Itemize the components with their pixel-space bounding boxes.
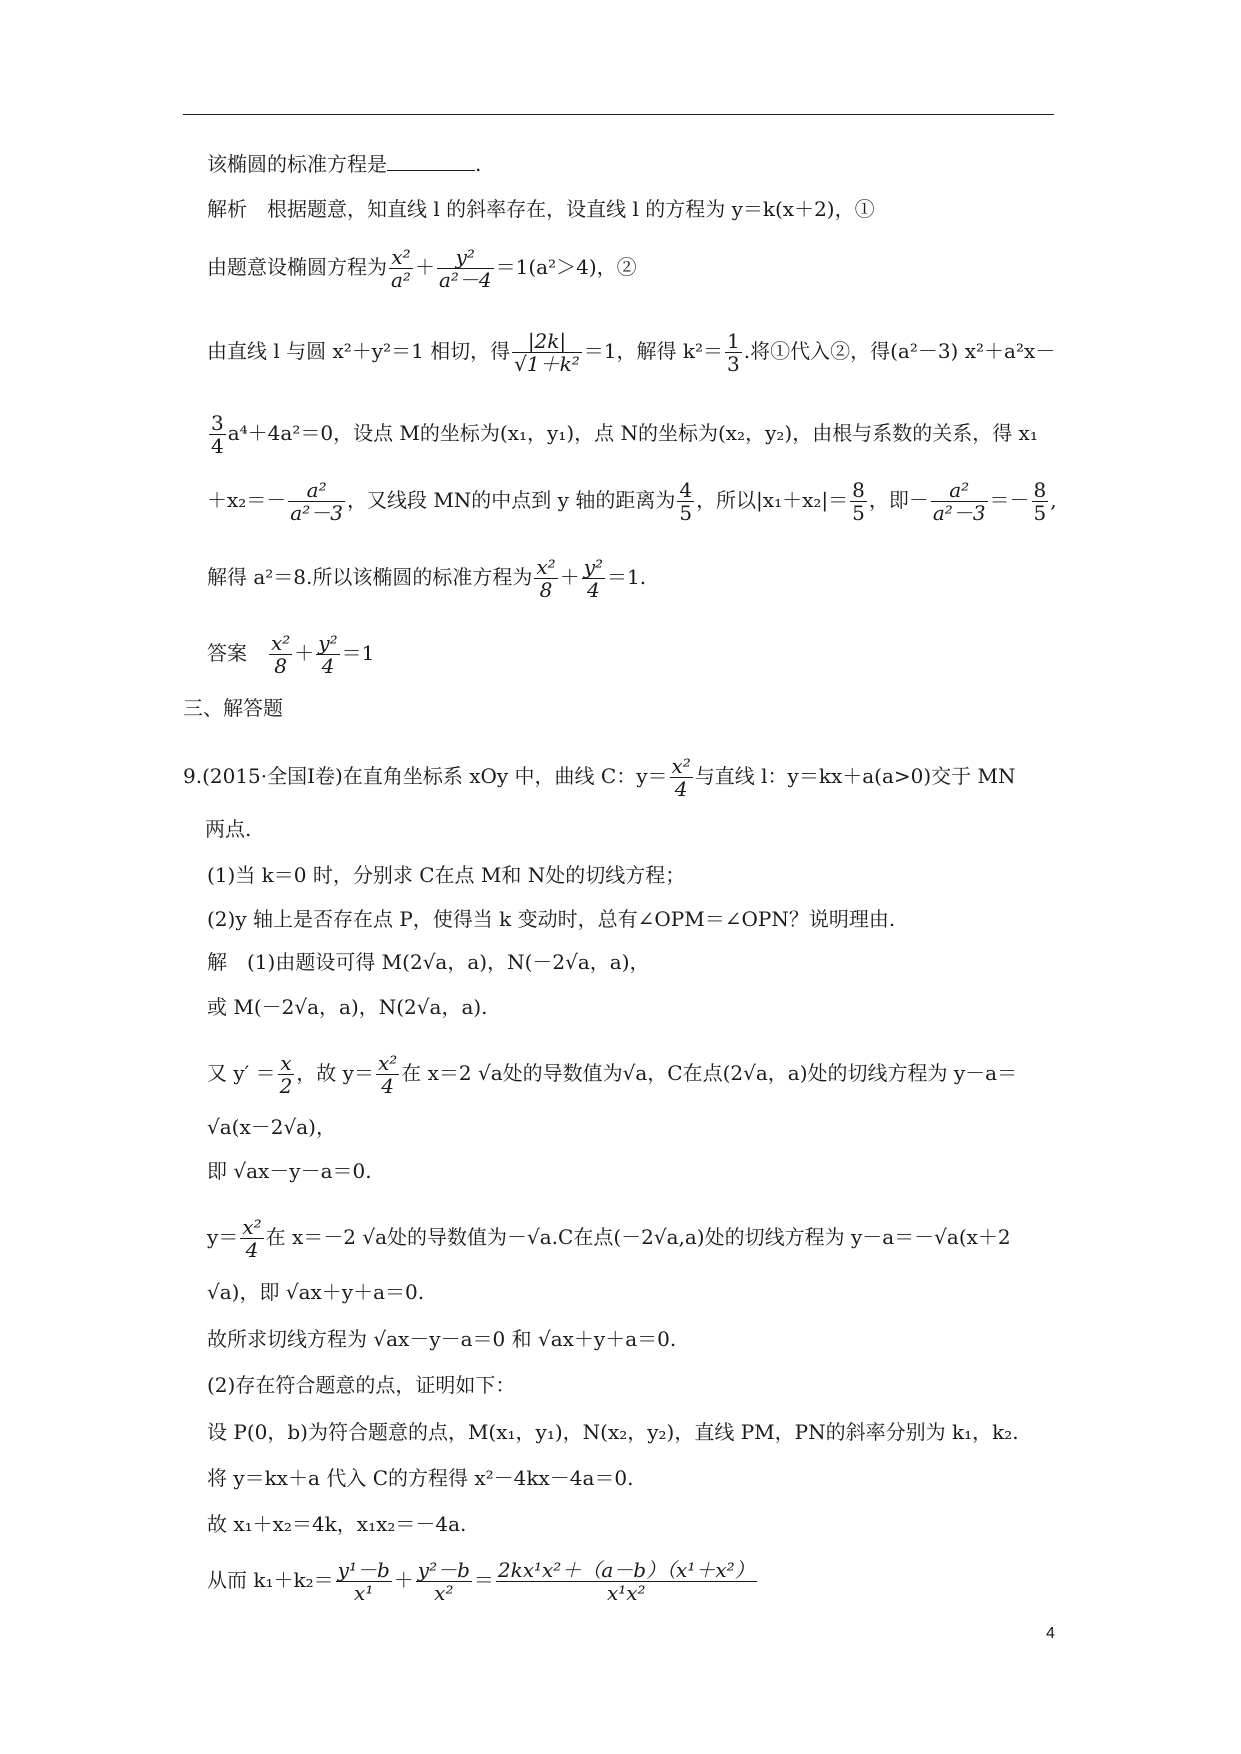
fraction: $\frac{8}{5}$ <box>852 478 865 525</box>
page-number: 4 <box>1046 1625 1055 1642</box>
solution-line-3: 又 y′ ＝ $\frac{x}{2}$ ，故 y＝ $\frac{\text{x²}}{4}$ 在 x＝2 √a处的导数值为√a，C在点(2√a，a)处的切线方程为 y－a＝ <box>207 1051 1018 1098</box>
fraction: $\frac{|2k|}{\text{√1＋k²}}$ <box>514 329 580 376</box>
text-line-6: ＋x₂＝－ $\frac{\text{a²}}{\text{a²－3}}$ ，又线段 MN的中点到 y 轴的距离为 $\frac{4}{5}$ ，所以|x₁＋x₂|＝ $\frac{8}{5}$ ，即－ $\frac{\text{a²}}{\text{a²－3}}$ ＝－ $\frac{8}{5}$ , <box>207 478 1057 525</box>
fraction: $\frac{4}{5}$ <box>679 478 693 525</box>
fraction: $\frac{\text{x²}}{8}$ <box>536 555 556 602</box>
solution-line-9: (2)存在符合题意的点，证明如下： <box>207 1373 516 1397</box>
fraction: $\frac{\text{y²－b}}{\text{x²}}$ <box>417 1558 470 1605</box>
fraction: $\frac{\text{x²}}{4}$ <box>671 754 691 801</box>
fraction: $\frac{x}{2}$ <box>279 1051 293 1098</box>
solution-line-11: 将 y＝kx＋a 代入 C的方程得 x²－4kx－4a＝0. <box>207 1466 634 1490</box>
fraction: $\frac{\text{a²}}{\text{a²－3}}$ <box>932 478 986 525</box>
fraction: $\frac{\text{y²}}{\text{a²－4}}$ <box>438 245 492 292</box>
question-9-part-1: (1)当 k＝0 时，分别求 C在点 M和 N处的切线方程； <box>207 863 686 887</box>
solution-line-10: 设 P(0，b)为符合题意的点，M(x₁，y₁)，N(x₂，y₂)，直线 PM，PN的斜率分别为 k₁，k₂. <box>207 1420 1019 1444</box>
fraction: $\frac{\text{y²}}{4}$ <box>318 631 338 678</box>
question-9-line-1: 9.(2015·全国Ⅰ卷)在直角坐标系 xOy 中，曲线 C：y＝ $\frac{\text{x²}}{4}$ 与直线 l：y＝kx＋a(a>0)交于 MN <box>183 754 1016 801</box>
fraction: $\frac{1}{3}$ <box>727 329 740 376</box>
section-heading: 三、解答题 <box>183 696 283 720</box>
question-9-line-2: 两点. <box>205 817 252 841</box>
answer-blank <box>387 152 475 171</box>
header-rule <box>183 114 1054 115</box>
solution-line-13: 从而 k₁＋k₂＝ $\frac{\text{y¹－b}}{\text{x¹}}$ ＋ $\frac{\text{y²－b}}{\text{x²}}$ ＝ $\frac{\text{2kx¹x²＋（a－b）（x¹＋x²）}}{\text{x¹x²}}$ <box>207 1558 755 1605</box>
text-line-5: $\frac{3}{4}$ a⁴＋4a²＝0，设点 M的坐标为(x₁，y₁)，点 N的坐标为(x₂，y₂)，由根与系数的关系，得 x₁ <box>211 411 1038 458</box>
fraction: $\frac{8}{5}$ <box>1033 478 1047 525</box>
solution-line-7: √a)，即 √ax＋y＋a＝0. <box>207 1280 425 1304</box>
solution-line-12: 故 x₁＋x₂＝4k，x₁x₂＝－4a. <box>207 1512 467 1536</box>
fraction: $\frac{\text{x²}}{8}$ <box>271 631 291 678</box>
text-line-2: 解析 根据题意，知直线 l 的斜率存在，设直线 l 的方程为 y＝k(x＋2)，① <box>207 197 875 221</box>
text-line-1: 该椭圆的标准方程是 . <box>207 152 482 176</box>
fraction: $\frac{\text{x²}}{4}$ <box>377 1051 398 1098</box>
fraction: $\frac{\text{x²}}{\text{a²}}$ <box>391 245 411 292</box>
text-line-7: 解得 a²＝8.所以该椭圆的标准方程为 $\frac{\text{x²}}{8}$ ＋ $\frac{\text{y²}}{4}$ ＝1. <box>207 555 647 602</box>
fraction: $\frac{3}{4}$ <box>211 411 224 458</box>
answer-line: 答案 $\frac{\text{x²}}{8}$ ＋ $\frac{\text{y²}}{4}$ ＝1 <box>207 631 375 678</box>
solution-line-1: 解 (1)由题设可得 M(2√a，a)，N(－2√a，a)， <box>207 950 650 974</box>
solution-line-5: 即 √ax－y－a＝0. <box>207 1159 372 1183</box>
fraction: $\frac{\text{y²}}{4}$ <box>583 555 604 602</box>
fraction: $\frac{\text{2kx¹x²＋（a－b）（x¹＋x²）}}{\text{x¹x²}}$ <box>497 1558 755 1605</box>
solution-line-6: y＝ $\frac{\text{x²}}{4}$ 在 x＝－2 √a处的导数值为－√a.C在点(－2√a,a)处的切线方程为 y－a＝－√a(x＋2 <box>207 1215 1011 1262</box>
fraction: $\frac{\text{a²}}{\text{a²－3}}$ <box>290 478 343 525</box>
solution-line-4: √a(x－2√a)， <box>207 1115 336 1139</box>
fraction: $\frac{\text{y¹－b}}{\text{x¹}}$ <box>337 1558 390 1605</box>
text-line-3: 由题意设椭圆方程为 $\frac{\text{x²}}{\text{a²}}$ ＋ $\frac{\text{y²}}{\text{a²－4}}$ ＝1(a²＞4)，② <box>207 245 637 292</box>
question-9-part-2: (2)y 轴上是否存在点 P，使得当 k 变动时，总有∠OPM＝∠OPN？说明理由. <box>207 907 896 931</box>
text-line-4: 由直线 l 与圆 x²＋y²＝1 相切，得 $\frac{|2k|}{\text{√1＋k²}}$ ＝1，解得 k²＝ $\frac{1}{3}$ .将①代入②，得(a²－3) x²＋a²x－ <box>207 329 1056 376</box>
solution-line-2: 或 M(－2√a，a)，N(2√a，a). <box>207 995 488 1019</box>
solution-line-8: 故所求切线方程为 √ax－y－a＝0 和 √ax＋y＋a＝0. <box>207 1327 677 1351</box>
fraction: $\frac{\text{x²}}{4}$ <box>242 1215 262 1262</box>
